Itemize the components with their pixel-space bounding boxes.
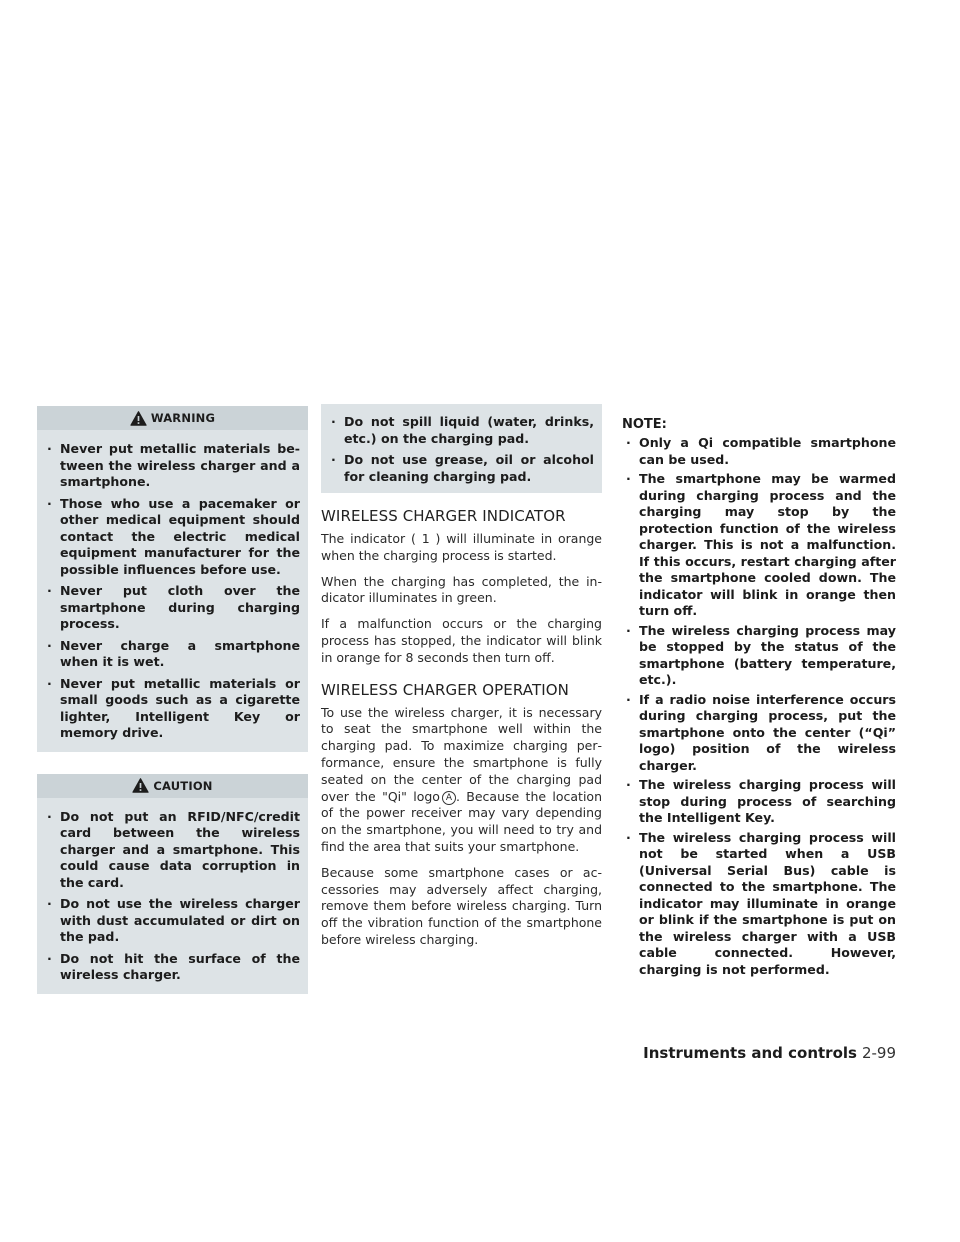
indicator-paragraph: When the charging has completed, the indicator illuminates in green. xyxy=(321,573,602,606)
operation-paragraph xyxy=(321,705,602,856)
indicator-paragraph: If a malfunction occurs or the charging process has stopped, the indicator will blink in orange for 8 seconds then turn off. xyxy=(321,616,602,665)
warning-item: · Never put cloth over the smartphone during charging process. xyxy=(43,583,300,633)
operation-heading: WIRELESS CHARGER OPERATION xyxy=(321,680,569,699)
warning-item: · Never put metallic materials or small goods such as a cigarette lighter, Intelligent Key or memory drive. xyxy=(43,676,300,742)
warning-item: · Never put metallic materials between the wireless charger and a smartphone. xyxy=(43,441,300,491)
page-number: 2-99 xyxy=(861,1044,896,1062)
warning-item: · Those who use a pacemaker or other medical equipment should contact the electric medical equipment manufacturer for the possible influences before use. xyxy=(43,496,300,579)
note-item: · The smartphone may be warmed during charging process and the charging may stop by the protection function of the wireless charger. This is not a malfunction. If this occurs, restart charging after the smartphone cooled down. The indicator will blink in orange then turn off. xyxy=(622,471,896,620)
caution-item: · Do not use the wireless charger with dust accumulated or dirt on the pad. xyxy=(43,896,300,946)
caution-box xyxy=(37,774,308,994)
note-title: NOTE: xyxy=(622,417,667,432)
caution-item: · Do not hit the surface of the wireless charger. xyxy=(43,951,300,984)
note-list xyxy=(622,435,896,978)
indicator-heading: WIRELESS CHARGER INDICATOR xyxy=(321,507,566,525)
caution-triangle-icon xyxy=(132,778,149,793)
caution-item: · Do not spill liquid (water, drinks, etc.) on the charging pad. xyxy=(327,414,594,447)
footer-section-title: Instruments and controls xyxy=(643,1044,857,1062)
callout-a-icon: A xyxy=(442,791,456,805)
page-footer xyxy=(643,1044,896,1062)
note-item: · If a radio noise interference occurs during charging process, put the smartphone onto the center (“Qi” logo) position of the wireless charger. xyxy=(622,692,896,775)
caution-item: · Do not put an RFID/NFC/credit card between the wireless charger and a smartphone. This could cause data corruption in the card. xyxy=(43,809,300,892)
caution-box-continued xyxy=(321,404,602,493)
indicator-paragraph: The indicator ( 1 ) will illuminate in orange when the charging process is started. xyxy=(321,531,602,563)
warning-header xyxy=(37,406,308,430)
warning-item: · Never charge a smartphone when it is wet. xyxy=(43,638,300,671)
right-column xyxy=(622,417,896,978)
note-item: · Only a Qi compatible smartphone can be used. xyxy=(622,435,896,468)
middle-column xyxy=(321,404,602,958)
caution-header xyxy=(37,774,308,798)
operation-paragraph: Because some smartphone cases or accessories may adversely affect charging, remove them before wireless charging. Turn off the vibration function of the smartphone before wireless charging. xyxy=(321,864,602,947)
warning-triangle-icon xyxy=(130,411,147,426)
warning-box xyxy=(37,406,308,752)
caution-item: · Do not use grease, oil or alcohol for cleaning charging pad. xyxy=(327,452,594,485)
operation-text: . Because the location of the power receiver may vary depending on the smartphone, you will need to try and find the area that suits your smartphone. xyxy=(321,788,602,854)
warning-list xyxy=(41,430,304,742)
note-item: · The wireless charging process may be stopped by the status of the smartphone (battery temperature, etc.). xyxy=(622,623,896,689)
caution-list xyxy=(41,798,304,984)
caution-title: CAUTION xyxy=(153,778,213,793)
caution-list-continued xyxy=(325,406,598,485)
operation-text: To use the wireless charger, it is necessary to seat the smartphone well within the charging pad. To maximize charging performance, ensure the smartphone is fully seated on the center of the charging pad over the "Qi" logo xyxy=(321,704,602,804)
note-item: · The wireless charging process will stop during process of searching the Intelligent Key. xyxy=(622,777,896,827)
warning-title: WARNING xyxy=(150,411,216,425)
note-item: · The wireless charging process will not be started when a USB (Universal Serial Bus) cable is connected to the smartphone. The indicator may illuminate in orange or blink if the smartphone is put on the wireless charger with a USB cable connected. However, charging is not performed. xyxy=(622,830,896,979)
left-column xyxy=(37,406,308,994)
